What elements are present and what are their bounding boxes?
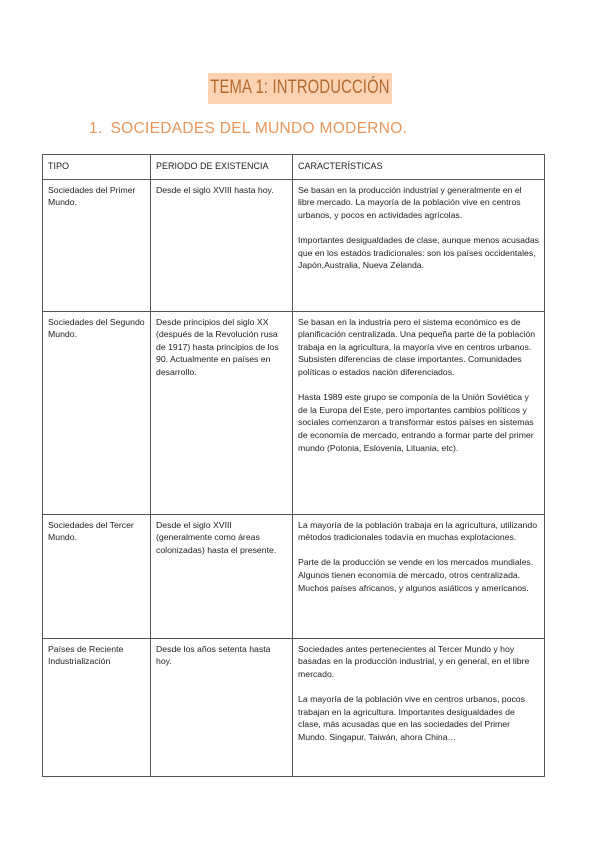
cell-caracteristicas (293, 311, 545, 514)
societies-table (42, 154, 545, 777)
paragraph: Hasta 1989 este grupo se componía de la Unión Soviética y de la Europa del Este, pero importantes cambios políticos y sociales comenzaron a transformar estos países en sistemas de economía de mercado, entrando a formar parte del primer mundo (Polonia, Eslovenia, Lituania, etc). (298, 392, 534, 453)
cell-tipo: Sociedades del Tercer Mundo. (43, 514, 151, 638)
paragraph: Se basan en la industria pero el sistema económico es de planificación centralizada. Una pequeña parte de la población trabaja en la agricultura, la mayoría vive en centros urbanos. Subsisten diferencias de clase importantes. Comunidades políticas o estados nación diferenciados. (298, 316, 536, 377)
table-row (43, 311, 545, 514)
cell-periodo: Desde el siglo XVIII (generalmente como áreas colonizadas) hasta el presente. (151, 514, 293, 638)
paragraph: Importantes desigualdades de clase, aunque menos acusadas que en los estados tradicionales: son los países occidentales, Japón,Australia, Nueva Zelanda. (298, 234, 539, 271)
header-tipo: TIPO (43, 155, 151, 180)
table-row (43, 514, 545, 638)
page-title: TEMA 1: INTRODUCCIÓN (208, 73, 392, 104)
cell-tipo: Sociedades del Primer Mundo. (43, 179, 151, 311)
paragraph: La mayoría de la población trabaja en la agricultura, utilizando métodos tradicionales todavía en muchas explotaciones. (298, 519, 538, 543)
section-heading-text: SOCIEDADES DEL MUNDO MODERNO. (110, 120, 408, 137)
table-row (43, 179, 545, 311)
paragraph: Sociedades antes pertenecientes al Tercer Mundo y hoy basadas en la producción industrial, y en general, en el libre mercado. (298, 643, 530, 679)
section-heading (89, 120, 407, 138)
paragraph: Parte de la producción se vende en los mercados mundiales. Algunos tienen economía de mercado, otros centralizada. Muchos países africanos, y algunos asiáticos y americanos. (298, 557, 534, 593)
paragraph: Se basan en la producción industrial y generalmente en el libre mercado. La mayoría de la población vive en centros urbanos, y pocos en actividades agrícolas. (298, 184, 522, 220)
table-header-row (43, 155, 545, 180)
cell-caracteristicas (293, 179, 545, 311)
section-number: 1. (89, 120, 103, 137)
cell-caracteristicas (293, 638, 545, 776)
cell-tipo: Sociedades del Segundo Mundo. (43, 311, 151, 514)
cell-tipo: Países de Reciente Industrialización (43, 638, 151, 776)
header-periodo: PERIODO DE EXISTENCIA (151, 155, 293, 180)
cell-periodo: Desde principios del siglo XX (después de la Revolución rusa de 1917) hasta principios de los 90. Actualmente en países en desarrollo. (151, 311, 293, 514)
cell-periodo: Desde los años setenta hasta hoy. (151, 638, 293, 776)
cell-periodo: Desde el siglo XVIII hasta hoy. (151, 179, 293, 311)
header-caracteristicas: CARACTERÍSTICAS (293, 155, 545, 180)
table-row (43, 638, 545, 776)
paragraph: La mayoría de la población vive en centros urbanos, pocos trabajan en la agricultura. Importantes desigualdades de clase, más acusadas que en las sociedades del Primer Mundo. Singapur, Taiwán, ahora China… (298, 693, 525, 742)
cell-caracteristicas (293, 514, 545, 638)
